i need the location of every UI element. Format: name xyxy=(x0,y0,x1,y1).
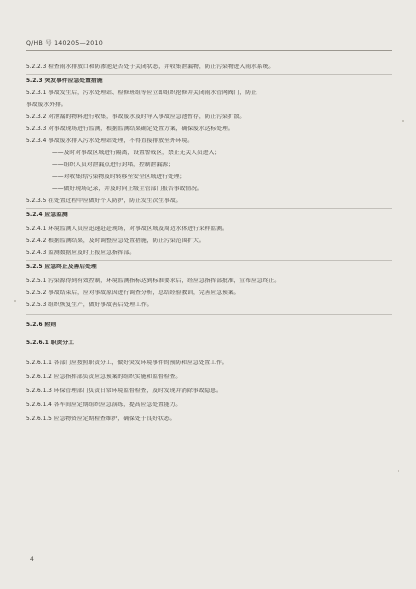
document-number: Q/HB 号 140205—2010 xyxy=(26,40,103,47)
scan-speck xyxy=(402,120,404,122)
body-line: 5.2.6.1.5 应急物资应定期检查维护，确保处于良好状态。 xyxy=(26,416,176,422)
section-rule xyxy=(26,74,392,75)
section-heading: 5.2.6 附则 xyxy=(26,322,57,328)
body-line: 5.2.4.1 环境监测人员应迅速赶赴现场，对事故区域及周边水体进行采样监测。 xyxy=(26,226,228,232)
section-heading: 5.2.6.1 职责分工 xyxy=(26,340,74,346)
section-rule xyxy=(26,208,392,209)
scan-speck xyxy=(398,470,399,472)
body-line: ——及时对事故区域进行隔离，设置警戒区，禁止无关人员进入； xyxy=(52,150,221,156)
body-line: 5.2.6.1.4 各车间应定期组织应急演练，提高应急处置能力。 xyxy=(26,402,182,408)
body-line: 5.2.4.3 监测数据应及时上报应急指挥部。 xyxy=(26,250,136,256)
body-line: ——做好现场记录，并及时向上级主管部门报告事故情况。 xyxy=(52,186,203,192)
section-heading: 5.2.3 突发事件应急处置措施 xyxy=(26,78,103,84)
body-line: 5.2.6.1.3 环保管理部门负责日常环境监督检查，及时发现并消除事故隐患。 xyxy=(26,388,222,394)
scan-speck xyxy=(14,300,16,302)
body-line: 5.2.2.3 检查雨水排放口和防渗池是否处于关闭状态，并收集泄漏物，防止污染物进入雨水系统。 xyxy=(26,64,275,70)
body-line: 5.2.6.1.2 应急指挥部负责应急预案的组织实施和监督检查。 xyxy=(26,374,182,380)
header-rule xyxy=(26,50,392,51)
body-line: 5.2.4.2 根据监测结果，及时调整应急处置措施，防止污染范围扩大。 xyxy=(26,238,205,244)
body-line: ——组织人员对泄漏点进行封堵，控制泄漏源； xyxy=(52,162,174,168)
section-heading: 5.2.5 应急终止及善后处理 xyxy=(26,264,97,270)
body-line: ——对收集的污染物及时转移至安全区域进行处理； xyxy=(52,174,186,180)
page-number: 4 xyxy=(30,556,34,563)
section-rule xyxy=(26,314,392,315)
body-line: 5.2.3.2 对泄漏的物料进行收集，事故废水及时导入事故应急池暂存，防止污染扩散。 xyxy=(26,114,246,120)
body-line: 5.2.3.4 事故废水排入污水处理站处理，不得直接排放至外环境。 xyxy=(26,138,194,144)
body-line: 5.2.3.5 在处置过程中应做好个人防护，防止发生次生事故。 xyxy=(26,198,182,204)
body-line: 5.2.3.3 对事故现场进行监测，根据监测结果确定处置方案，确保废水达标处理。 xyxy=(26,126,234,132)
body-line: 5.2.5.3 组织恢复生产，做好事故善后处理工作。 xyxy=(26,302,153,308)
body-line: 5.2.5.2 事故结束后，应对事故原因进行调查分析，总结经验教训，完善应急预案。 xyxy=(26,290,240,296)
body-line: 5.2.6.1.1 各部门应按照职责分工，做好突发环境事件的预防和应急处置工作。 xyxy=(26,360,228,366)
body-line: 5.2.3.1 事故发生后，污水处理站、检修班组等应立即组织抢修并关闭雨水管网阀门，防止 xyxy=(26,90,257,96)
body-line: 事故废水外排。 xyxy=(26,102,67,108)
body-line: 5.2.5.1 污染源得到有效控制，环境监测指标达到标准要求后，经应急指挥部批准，宣布应急终止。 xyxy=(26,278,280,284)
section-heading: 5.2.4 应急监测 xyxy=(26,212,68,218)
section-rule xyxy=(26,260,392,261)
